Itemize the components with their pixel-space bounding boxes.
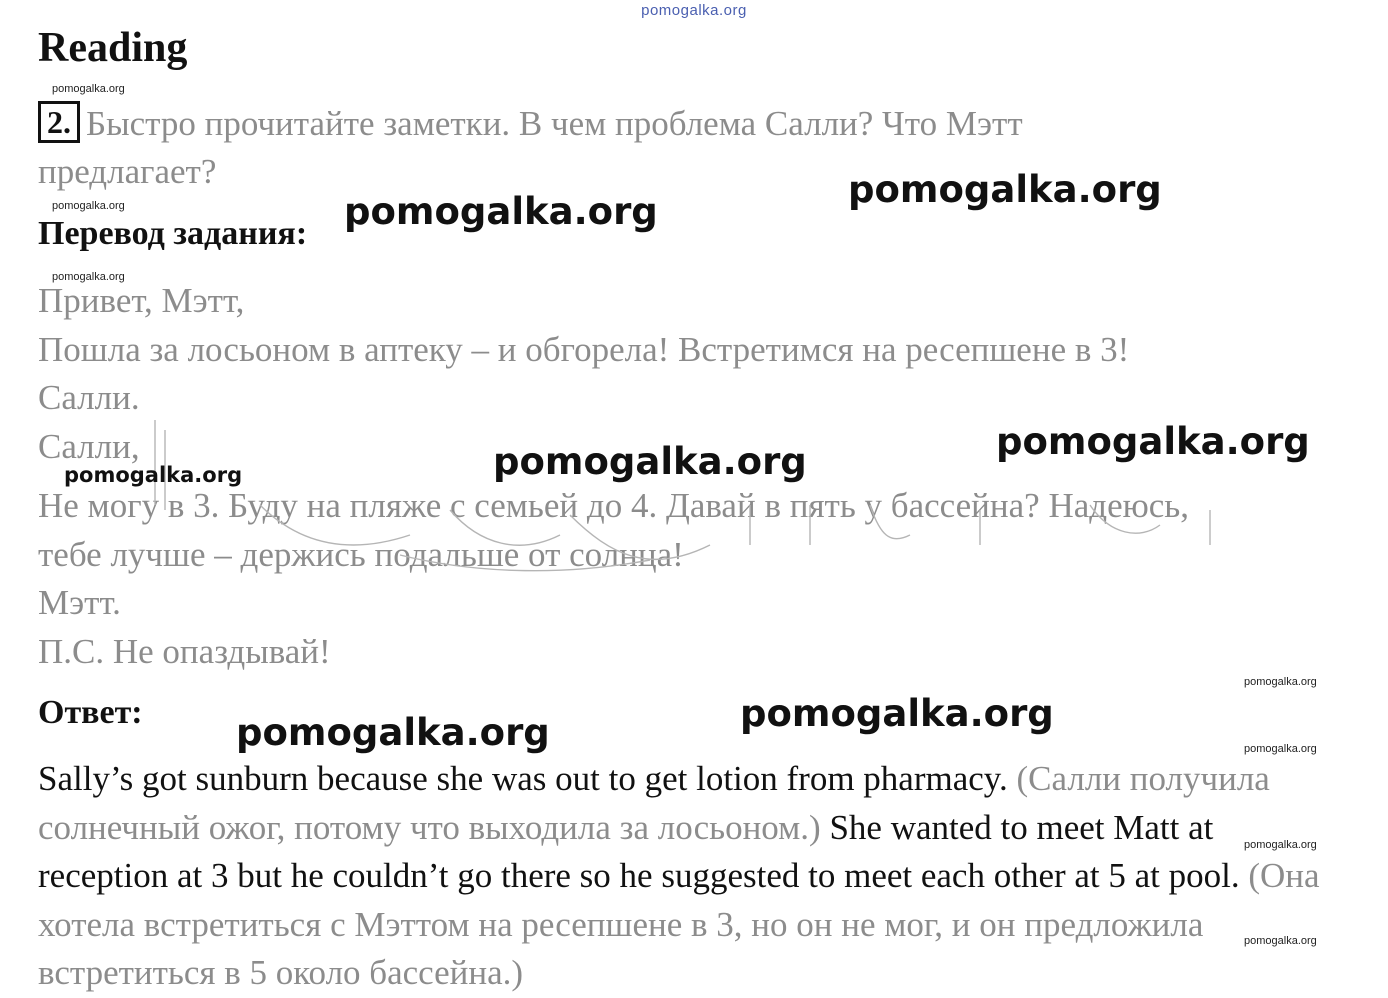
watermark-big: pomogalka.org (740, 692, 1054, 735)
answer-label: Ответ: (38, 694, 143, 731)
watermark-big: pomogalka.org (848, 168, 1162, 211)
watermark-big: pomogalka.org (236, 711, 550, 754)
watermark-small: pomogalka.org (1244, 839, 1317, 851)
watermark-top: pomogalka.org (641, 2, 747, 19)
answer-russian: (Салли получила солнечный ожог, потому что выходила за лосьоном.) (38, 759, 1270, 847)
translation-line: Привет, Мэтт, (38, 281, 245, 320)
translation-line: Пошла за лосьоном в аптеку – и обгорела! Встретимся на ресепшене в 3! (38, 329, 1130, 369)
translation-line: тебе лучше – держись подальше от солнца! (38, 534, 684, 574)
translation-line: Салли. (38, 378, 140, 417)
watermark-medium: pomogalka.org (64, 463, 243, 487)
answer-text (38, 755, 1328, 998)
watermark-small: pomogalka.org (1244, 935, 1317, 947)
watermark-big: pomogalka.org (344, 190, 658, 233)
watermark-big: pomogalka.org (493, 440, 807, 483)
watermark-big: pomogalka.org (996, 420, 1310, 463)
translation-line: П.С. Не опаздывай! (38, 631, 331, 671)
task-number-box: 2. (38, 101, 80, 143)
answer-english: She wanted to meet Matt at reception at 3 but he couldn’t go there so he suggested to meet each other at 5 at pool. (38, 807, 1240, 895)
translation-line: Мэтт. (38, 583, 121, 622)
task-text: Быстро прочитайте заметки. В чем проблема Салли? Что Мэтт предлагает? (38, 104, 1023, 191)
watermark-small: pomogalka.org (52, 271, 125, 283)
answer-english: Sally’s got sunburn because she was out to get lotion from pharmacy. (38, 759, 1008, 798)
watermark-small: pomogalka.org (1244, 743, 1317, 755)
translation-line: Не могу в 3. Буду на пляже с семьей до 4. Давай в пять у бассейна? Надеюсь, (38, 486, 1190, 525)
page-title: Reading (38, 25, 188, 71)
translation-text-continued (38, 482, 1338, 676)
answer-russian: (Она хотела встретиться с Мэттом на ресепшене в 3, но он не мог, и он предложила встретиться в 5 около бассейна.) (38, 856, 1320, 992)
watermark-small: pomogalka.org (52, 83, 125, 95)
translation-label: Перевод задания: (38, 215, 308, 252)
watermark-small: pomogalka.org (1244, 676, 1317, 688)
translation-line: Салли, (38, 426, 140, 466)
watermark-small: pomogalka.org (52, 200, 125, 212)
